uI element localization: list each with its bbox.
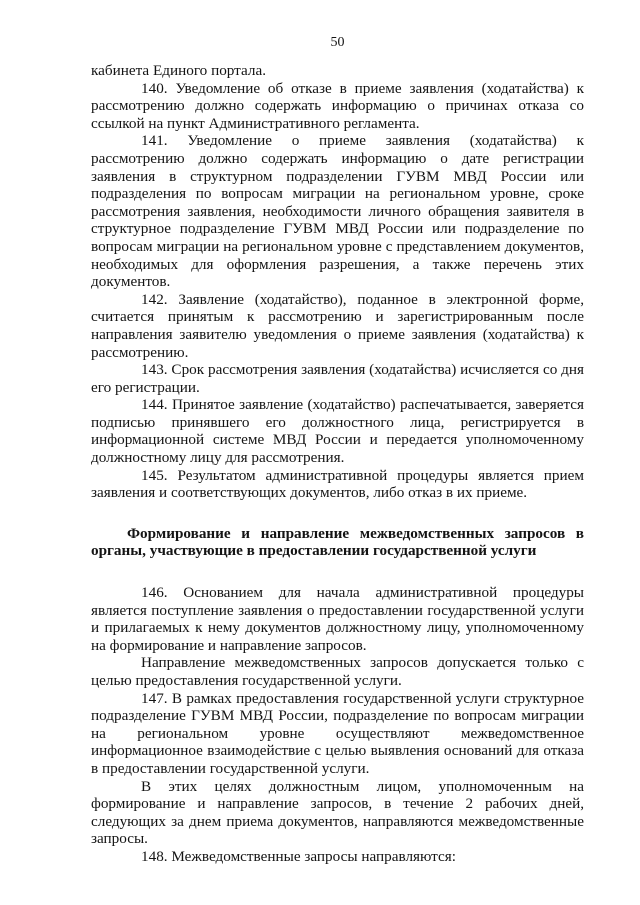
paragraph-143: 143. Срок рассмотрения заявления (ходатайства) исчисляется со дня его регистрации. <box>91 361 584 396</box>
document-body <box>91 62 584 866</box>
paragraph-140: 140. Уведомление об отказе в приеме заявления (ходатайства) к рассмотрению должно содержать информацию о причинах отказа со ссылкой на пункт Административного регламента. <box>91 79 584 132</box>
paragraph-continued: кабинета Единого портала. <box>91 62 266 79</box>
paragraph-147-continued: В этих целях должностным лицом, уполномоченным на формирование и направление запросов, в течение 2 рабочих дней, следующих за днем приема документов, направляются межведомственные запросы. <box>91 777 584 848</box>
paragraph-145: 145. Результатом административной процедуры является прием заявления и соответствующих документов, либо отказ в их приеме. <box>91 466 584 502</box>
section-heading: Формирование и направление межведомственных запросов в органы, участвующие в предоставлении государственной услуги <box>91 524 584 560</box>
paragraph-141: 141. Уведомление о приеме заявления (ходатайства) к рассмотрению должно содержать информацию о дате регистрации заявления в структурном подразделении ГУВМ МВД России или подразделения по вопросам миграции на региональном уровне, сроке рассмотрения заявления, необходимости личного обращения заявителя в структурное подразделение ГУВМ МВД России или подразделение по вопросам миграции на региональном уровне с представлением документов, необходимых для оформления разрешения, а также перечень этих документов. <box>91 132 584 291</box>
paragraph-146-continued: Направление межведомственных запросов допускается только с целью предоставления государственной услуги. <box>91 654 584 689</box>
paragraph-142: 142. Заявление (ходатайство), поданное в электронной форме, считается принятым к рассмотрению и зарегистрированным после направления заявителю уведомления о приеме заявления (ходатайства) к рассмотрению. <box>91 290 584 361</box>
paragraph-148: 148. Межведомственные запросы направляются: <box>141 847 456 865</box>
paragraph-144: 144. Принятое заявление (ходатайство) распечатывается, заверяется подписью принявшего его должностного лица, регистрируется в информационной системе МВД России и передается уполномоченному должностному лицу для рассмотрения. <box>91 396 584 467</box>
paragraph-147: 147. В рамках предоставления государственной услуги структурное подразделение ГУВМ МВД России, подразделение по вопросам миграции на региональном уровне осуществляют межведомственное информационное взаимодействие с целью выявления оснований для отказа в предоставлении государственной услуги. <box>91 689 584 777</box>
page-number: 50 <box>330 35 345 50</box>
paragraph-146: 146. Основанием для начала административной процедуры является поступление заявления о предоставлении государственной услуги и прилагаемых к нему документов должностному лицу, уполномоченному на формирование и направление запросов. <box>91 584 584 654</box>
